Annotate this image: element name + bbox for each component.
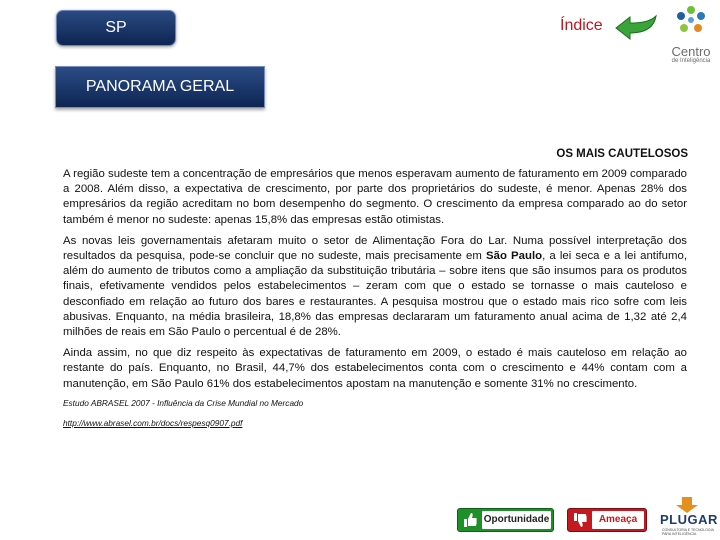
source-link[interactable]: http://www.abrasel.com.br/docs/respesq0907.pdf <box>63 417 243 428</box>
paragraph-2-bold: São Paulo <box>486 250 543 263</box>
panorama-geral-button[interactable]: PANORAMA GERAL <box>55 66 265 108</box>
paragraph-3: Ainda assim, no que diz respeito às expectativas de faturamento em 2009, o estado é mais cauteloso em relação ao restante do país. Enquanto, no Brasil, 44,7% dos estabelecimentos conta com o crescimento e 44% contam com a manutenção, em São Paulo 61% dos estabelecimentos apostam na manutenção e somente 31% no crescimento. <box>63 347 687 390</box>
paragraph-1: A região sudeste tem a concentração de empresários que menos esperavam aumento de faturamento em 2009 comparado a 2008. Além disso, a expectativa de crescimento, por parte dos proprietários do sudeste, é menor. Apenas 28% dos empresários da região acreditam no bom desempenho do segmento. O crescimento da empresa comparado ao do setor também é menor no sudeste: apenas 15,8% das empresas estão otimistas. <box>63 168 687 226</box>
opportunity-button[interactable] <box>457 508 554 532</box>
logo-text: Centro <box>671 44 711 59</box>
back-arrow-icon[interactable] <box>614 14 658 40</box>
threat-label: Ameaça <box>592 511 644 529</box>
thumbs-up-icon <box>461 511 479 529</box>
thumbs-down-icon <box>571 511 589 529</box>
logo-subtext: de Inteligência <box>671 58 711 64</box>
brand-name: PLUGAR <box>660 512 718 527</box>
source-citation: Estudo ABRASEL 2007 - Influência da Crise Mundial no Mercado <box>63 397 304 408</box>
body-text <box>63 167 687 428</box>
centro-logo <box>664 4 718 62</box>
threat-button[interactable] <box>567 508 647 532</box>
section-heading: OS MAIS CAUTELOSOS <box>556 148 688 160</box>
opportunity-label: Oportunidade <box>482 511 551 529</box>
index-link[interactable]: Índice <box>560 17 603 34</box>
sp-button[interactable]: SP <box>56 10 176 46</box>
paragraph-2-part-b: , a lei seca e a lei antifumo, além do aumento de tributos como a ampliação da substituição tributária – sobre itens que são insumos para os produtos finais, efetivamente vendidos pelos estabelecimentos – zeram com que o estado se tornasse o mais cauteloso e desconfiado em relação ao futuro dos bares e restaurantes. A pesquisa mostrou que o estado mais rico sofre com leis abusivas. Enquanto, na média brasileira, 18,8% das empresas declararam um faturamento anual acima de 1,32 até 2,4 milhões de reais em São Paulo o percentual é de 28%. <box>63 250 687 339</box>
brand-tagline: CONSULTORIA E TECNOLOGIA PARA INTELIGÊNCIA <box>662 528 714 536</box>
paragraph-2 <box>63 234 687 340</box>
paragraph-2-part-a: As novas leis governamentais afetaram muito o setor de Alimentação Fora do Lar. Numa possível interpretação dos resultados da pesquisa, pode-se concluir que no sudeste, mais precisamente em <box>63 234 687 263</box>
centro-logo-icon <box>664 4 718 40</box>
